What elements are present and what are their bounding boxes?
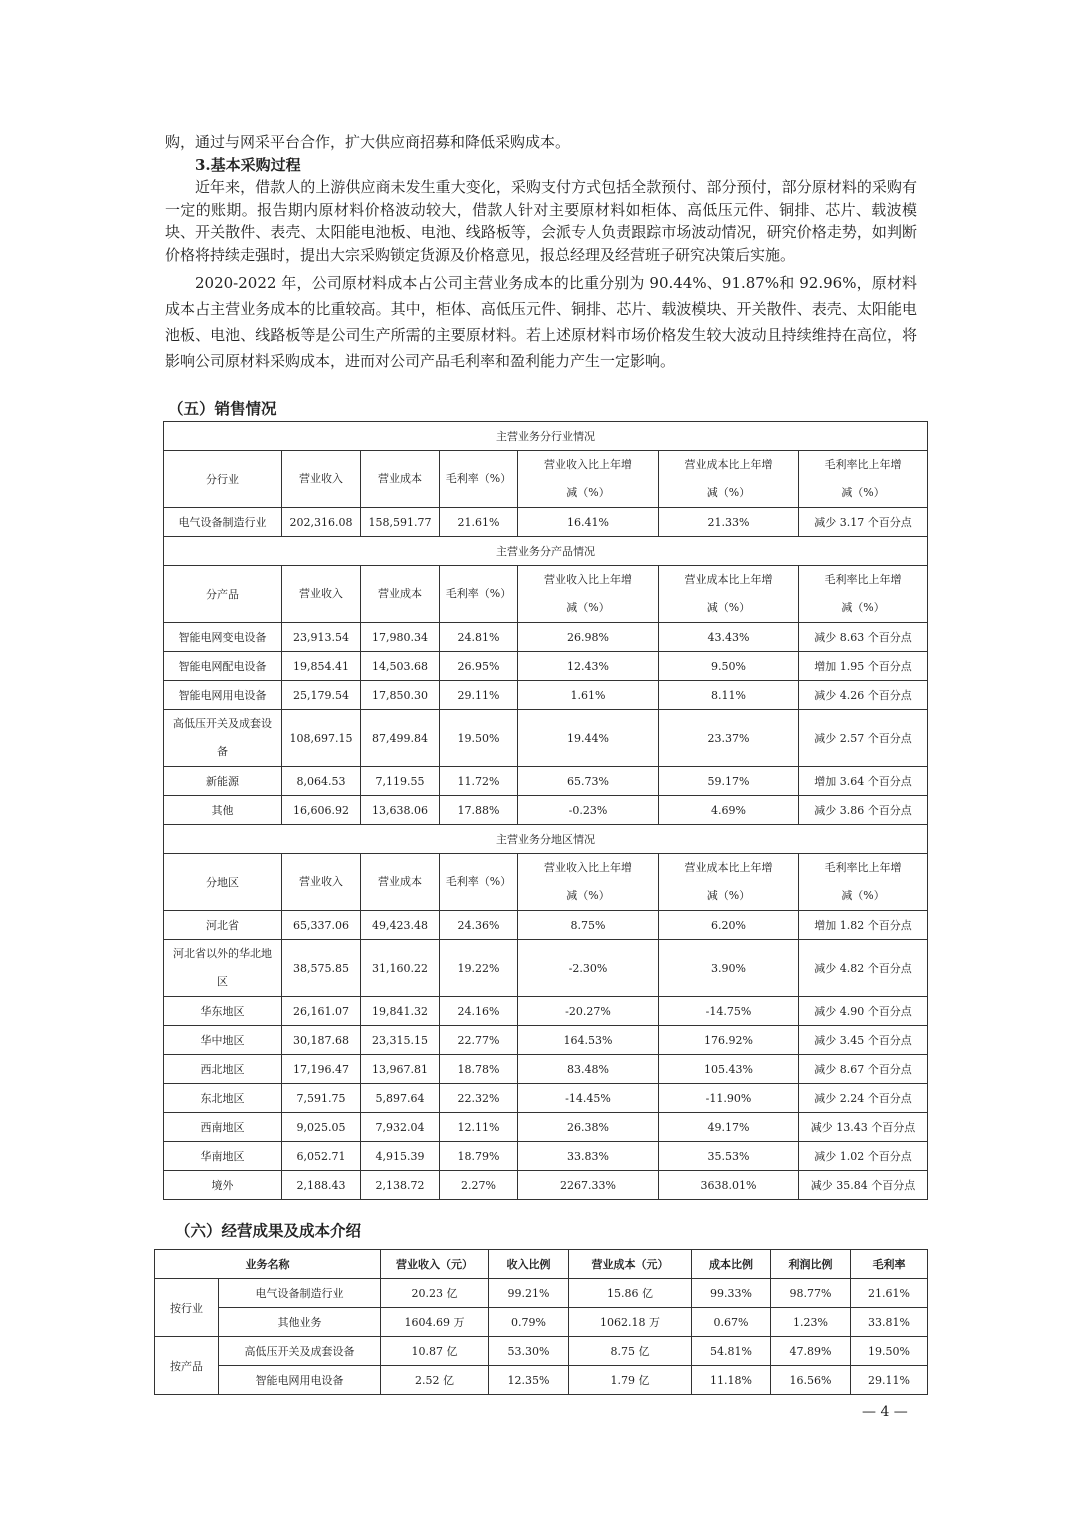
table-cell: 26.38% <box>518 1113 659 1142</box>
region-header-row <box>164 854 928 911</box>
table-cell: 减少 4.90 个百分点 <box>799 997 928 1026</box>
group-label: 按产品 <box>155 1337 219 1395</box>
table-cell: 增加 1.95 个百分点 <box>799 652 928 681</box>
row-label: 境外 <box>164 1171 282 1200</box>
header-cost: 营业成本（元） <box>569 1250 692 1279</box>
header-profit-ratio: 利润比例 <box>771 1250 851 1279</box>
table-cell: 2.52 亿 <box>381 1366 489 1395</box>
column-header: 毛利率（%） <box>440 854 518 911</box>
table-cell: 1604.69 万 <box>381 1308 489 1337</box>
table-row <box>164 710 928 767</box>
table-cell: 减少 8.67 个百分点 <box>799 1055 928 1084</box>
table-cell: 19.22% <box>440 940 518 997</box>
row-label: 其他 <box>164 796 282 825</box>
column-header: 营业收入比上年增减（%） <box>518 566 659 623</box>
table-cell: 增加 1.82 个百分点 <box>799 911 928 940</box>
sales-table <box>163 421 928 1200</box>
table-cell: 31,160.22 <box>361 940 440 997</box>
table-cell: 19.44% <box>518 710 659 767</box>
table-cell: -11.90% <box>659 1084 799 1113</box>
industry-header-row <box>164 451 928 508</box>
table-cell: 19.50% <box>440 710 518 767</box>
raw-material-paragraph: 2020-2022 年，公司原材料成本占公司主营业务成本的比重分别为 90.44%、91.87%和 92.96%，原材料成本占主营业务成本的比重较高。其中，柜体、高低压元件、铜排、芯片、载波模块、开关散件、表壳、太阳能电池板、电池、线路板等是公司生产所需的主要原材料。若上述原材料市场价格发生较大波动且持续维持在高位，将影响公司原材料采购成本，进而对公司产品毛利率和盈利能力产生一定影响。 <box>165 274 917 370</box>
column-header: 营业收入 <box>282 566 361 623</box>
table-cell: 2267.33% <box>518 1171 659 1200</box>
table-cell: 33.81% <box>851 1308 928 1337</box>
row-label: 华南地区 <box>164 1142 282 1171</box>
table-cell: 2.27% <box>440 1171 518 1200</box>
table-cell: 21.61% <box>851 1279 928 1308</box>
table-cell: 176.92% <box>659 1026 799 1055</box>
row-label: 智能电网变电设备 <box>164 623 282 652</box>
table-cell: 减少 4.82 个百分点 <box>799 940 928 997</box>
purchase-process-paragraph: 近年来，借款人的上游供应商未发生重大变化，采购支付方式包括全款预付、部分预付，部分原材料的采购有一定的账期。报告期内原材料价格波动较大，借款人针对主要原材料如柜体、高低压元件、铜排、芯片、载波模块、开关散件、表壳、太阳能电池板、电池、线路板等，会派专人负责跟踪市场波动情况，研究价格走势，如判断价格将持续走强时，提出大宗采购锁定货源及价格意见，报总经理及经营班子研究决策后实施。 <box>165 178 917 264</box>
intro-line: 购，通过与网采平台合作，扩大供应商招募和降低采购成本。 <box>165 133 571 151</box>
group-label: 按行业 <box>155 1279 219 1337</box>
table-cell: 4.69% <box>659 796 799 825</box>
table-cell: 减少 13.43 个百分点 <box>799 1113 928 1142</box>
row-label: 西南地区 <box>164 1113 282 1142</box>
table-cell: 23,315.15 <box>361 1026 440 1055</box>
table-cell: 减少 4.26 个百分点 <box>799 681 928 710</box>
table-cell: 16.56% <box>771 1366 851 1395</box>
table-cell: 19.50% <box>851 1337 928 1366</box>
column-header: 营业成本比上年增减（%） <box>659 566 799 623</box>
column-header: 分产品 <box>164 566 282 623</box>
table-cell: -14.45% <box>518 1084 659 1113</box>
table-row <box>164 940 928 997</box>
column-header: 营业收入 <box>282 854 361 911</box>
column-header: 营业成本比上年增减（%） <box>659 854 799 911</box>
table-cell: 14,503.68 <box>361 652 440 681</box>
table-cell: 4,915.39 <box>361 1142 440 1171</box>
table-cell: 22.32% <box>440 1084 518 1113</box>
column-header: 毛利率比上年增减（%） <box>799 451 928 508</box>
row-label: 西北地区 <box>164 1055 282 1084</box>
table-row <box>164 1113 928 1142</box>
operations-section-title: （六）经营成果及成本介绍 <box>175 1221 362 1240</box>
table-cell: 21.61% <box>440 508 518 537</box>
table-row <box>164 623 928 652</box>
column-header: 毛利率（%） <box>440 451 518 508</box>
region-caption-row <box>164 825 928 854</box>
table-cell: 2,138.72 <box>361 1171 440 1200</box>
table-cell: 19,854.41 <box>282 652 361 681</box>
header-revenue-ratio: 收入比例 <box>489 1250 569 1279</box>
table-cell: 87,499.84 <box>361 710 440 767</box>
row-label: 电气设备制造行业 <box>164 508 282 537</box>
column-header: 营业成本 <box>361 566 440 623</box>
product-caption-row <box>164 537 928 566</box>
table-cell: 23.37% <box>659 710 799 767</box>
table-cell: 22.77% <box>440 1026 518 1055</box>
table-cell: 23,913.54 <box>282 623 361 652</box>
row-label: 河北省 <box>164 911 282 940</box>
table-cell: 3.90% <box>659 940 799 997</box>
table-cell: -20.27% <box>518 997 659 1026</box>
table-row <box>164 1026 928 1055</box>
table-row <box>164 997 928 1026</box>
table-cell: 17,850.30 <box>361 681 440 710</box>
table-cell: 13,638.06 <box>361 796 440 825</box>
column-header: 毛利率比上年增减（%） <box>799 854 928 911</box>
table-cell: 21.33% <box>659 508 799 537</box>
product-header-row <box>164 566 928 623</box>
table-cell: 17,196.47 <box>282 1055 361 1084</box>
table-cell: 1062.18 万 <box>569 1308 692 1337</box>
row-label: 智能电网用电设备 <box>164 681 282 710</box>
table-cell: 增加 3.64 个百分点 <box>799 767 928 796</box>
business-name: 其他业务 <box>219 1308 381 1337</box>
table-cell: 59.17% <box>659 767 799 796</box>
table-cell: 54.81% <box>692 1337 771 1366</box>
section-caption: 主营业务分地区情况 <box>164 825 928 854</box>
operations-table <box>154 1249 928 1395</box>
table-row <box>164 1171 928 1200</box>
header-revenue: 营业收入（元） <box>381 1250 489 1279</box>
column-header: 毛利率（%） <box>440 566 518 623</box>
column-header: 营业成本 <box>361 854 440 911</box>
table-cell: 108,697.15 <box>282 710 361 767</box>
table-cell: 53.30% <box>489 1337 569 1366</box>
section-caption: 主营业务分产品情况 <box>164 537 928 566</box>
table-cell: 11.18% <box>692 1366 771 1395</box>
industry-caption-row <box>164 422 928 451</box>
row-label: 华中地区 <box>164 1026 282 1055</box>
table-cell: 1.23% <box>771 1308 851 1337</box>
table-row <box>164 681 928 710</box>
table-cell: 11.72% <box>440 767 518 796</box>
table-cell: 16,606.92 <box>282 796 361 825</box>
section-caption: 主营业务分行业情况 <box>164 422 928 451</box>
business-name: 高低压开关及成套设备 <box>219 1337 381 1366</box>
table-cell: 38,575.85 <box>282 940 361 997</box>
table-row <box>164 1055 928 1084</box>
table-cell: 7,119.55 <box>361 767 440 796</box>
column-header: 营业收入比上年增减（%） <box>518 451 659 508</box>
table-cell: 65,337.06 <box>282 911 361 940</box>
row-label: 华东地区 <box>164 997 282 1026</box>
table-cell: 减少 8.63 个百分点 <box>799 623 928 652</box>
table-cell: -2.30% <box>518 940 659 997</box>
table-cell: 24.81% <box>440 623 518 652</box>
table-cell: 65.73% <box>518 767 659 796</box>
table-cell: 83.48% <box>518 1055 659 1084</box>
header-gross-margin: 毛利率 <box>851 1250 928 1279</box>
page-number: — 4 — <box>862 1404 908 1420</box>
header-cost-ratio: 成本比例 <box>692 1250 771 1279</box>
table-cell: 8,064.53 <box>282 767 361 796</box>
table-cell: 13,967.81 <box>361 1055 440 1084</box>
sales-section-title: （五）销售情况 <box>168 399 277 418</box>
column-header: 营业收入 <box>282 451 361 508</box>
column-header: 分地区 <box>164 854 282 911</box>
table-cell: 18.78% <box>440 1055 518 1084</box>
table-cell: 29.11% <box>851 1366 928 1395</box>
table-cell: 0.67% <box>692 1308 771 1337</box>
table-cell: 15.86 亿 <box>569 1279 692 1308</box>
table-cell: 164.53% <box>518 1026 659 1055</box>
table-cell: 6,052.71 <box>282 1142 361 1171</box>
row-label: 智能电网配电设备 <box>164 652 282 681</box>
intro-section <box>165 131 917 374</box>
table-cell: 99.33% <box>692 1279 771 1308</box>
table-cell: 7,932.04 <box>361 1113 440 1142</box>
table-cell: 47.89% <box>771 1337 851 1366</box>
business-name: 智能电网用电设备 <box>219 1366 381 1395</box>
row-label: 高低压开关及成套设备 <box>164 710 282 767</box>
column-header: 分行业 <box>164 451 282 508</box>
table-cell: 2,188.43 <box>282 1171 361 1200</box>
table-row <box>164 911 928 940</box>
table-cell: 26.95% <box>440 652 518 681</box>
table-cell: 减少 2.24 个百分点 <box>799 1084 928 1113</box>
table-cell: 29.11% <box>440 681 518 710</box>
table-cell: 9,025.05 <box>282 1113 361 1142</box>
table-cell: 16.41% <box>518 508 659 537</box>
row-label: 河北省以外的华北地区 <box>164 940 282 997</box>
table-cell: 1.79 亿 <box>569 1366 692 1395</box>
table-row <box>164 1142 928 1171</box>
row-label: 新能源 <box>164 767 282 796</box>
header-business-name: 业务名称 <box>155 1250 381 1279</box>
table-cell: 105.43% <box>659 1055 799 1084</box>
table-cell: 19,841.32 <box>361 997 440 1026</box>
table-cell: 6.20% <box>659 911 799 940</box>
table-cell: 49,423.48 <box>361 911 440 940</box>
table-cell: 减少 1.02 个百分点 <box>799 1142 928 1171</box>
table-cell: 17,980.34 <box>361 623 440 652</box>
table-row <box>164 767 928 796</box>
table-cell: 1.61% <box>518 681 659 710</box>
table-row <box>155 1366 928 1395</box>
table-row <box>155 1308 928 1337</box>
table-row <box>164 508 928 537</box>
table-cell: 10.87 亿 <box>381 1337 489 1366</box>
table-cell: 43.43% <box>659 623 799 652</box>
table-cell: 12.35% <box>489 1366 569 1395</box>
table-cell: 202,316.08 <box>282 508 361 537</box>
table-row <box>164 652 928 681</box>
column-header: 营业成本比上年增减（%） <box>659 451 799 508</box>
column-header: 营业成本 <box>361 451 440 508</box>
purchase-process-heading: 3.基本采购过程 <box>195 155 301 174</box>
table-cell: 17.88% <box>440 796 518 825</box>
table-cell: 8.75 亿 <box>569 1337 692 1366</box>
table-cell: 18.79% <box>440 1142 518 1171</box>
table-cell: 减少 3.86 个百分点 <box>799 796 928 825</box>
table-cell: 12.43% <box>518 652 659 681</box>
table-cell: 26.98% <box>518 623 659 652</box>
operations-header-row <box>155 1250 928 1279</box>
table-cell: 24.16% <box>440 997 518 1026</box>
table-cell: 158,591.77 <box>361 508 440 537</box>
table-cell: 7,591.75 <box>282 1084 361 1113</box>
table-cell: 12.11% <box>440 1113 518 1142</box>
table-cell: 减少 2.57 个百分点 <box>799 710 928 767</box>
table-cell: -0.23% <box>518 796 659 825</box>
table-cell: 30,187.68 <box>282 1026 361 1055</box>
table-row <box>164 1084 928 1113</box>
table-row <box>164 796 928 825</box>
table-cell: 9.50% <box>659 652 799 681</box>
table-cell: 33.83% <box>518 1142 659 1171</box>
table-cell: 减少 3.45 个百分点 <box>799 1026 928 1055</box>
table-cell: 49.17% <box>659 1113 799 1142</box>
table-cell: 25,179.54 <box>282 681 361 710</box>
table-cell: 26,161.07 <box>282 997 361 1026</box>
business-name: 电气设备制造行业 <box>219 1279 381 1308</box>
table-cell: -14.75% <box>659 997 799 1026</box>
table-cell: 0.79% <box>489 1308 569 1337</box>
column-header: 毛利率比上年增减（%） <box>799 566 928 623</box>
row-label: 东北地区 <box>164 1084 282 1113</box>
table-cell: 35.53% <box>659 1142 799 1171</box>
table-cell: 8.75% <box>518 911 659 940</box>
table-row <box>155 1337 928 1366</box>
table-cell: 5,897.64 <box>361 1084 440 1113</box>
table-cell: 3638.01% <box>659 1171 799 1200</box>
column-header: 营业收入比上年增减（%） <box>518 854 659 911</box>
table-cell: 98.77% <box>771 1279 851 1308</box>
table-cell: 减少 3.17 个百分点 <box>799 508 928 537</box>
table-cell: 99.21% <box>489 1279 569 1308</box>
table-cell: 减少 35.84 个百分点 <box>799 1171 928 1200</box>
table-cell: 8.11% <box>659 681 799 710</box>
table-cell: 20.23 亿 <box>381 1279 489 1308</box>
table-cell: 24.36% <box>440 911 518 940</box>
table-row <box>155 1279 928 1308</box>
